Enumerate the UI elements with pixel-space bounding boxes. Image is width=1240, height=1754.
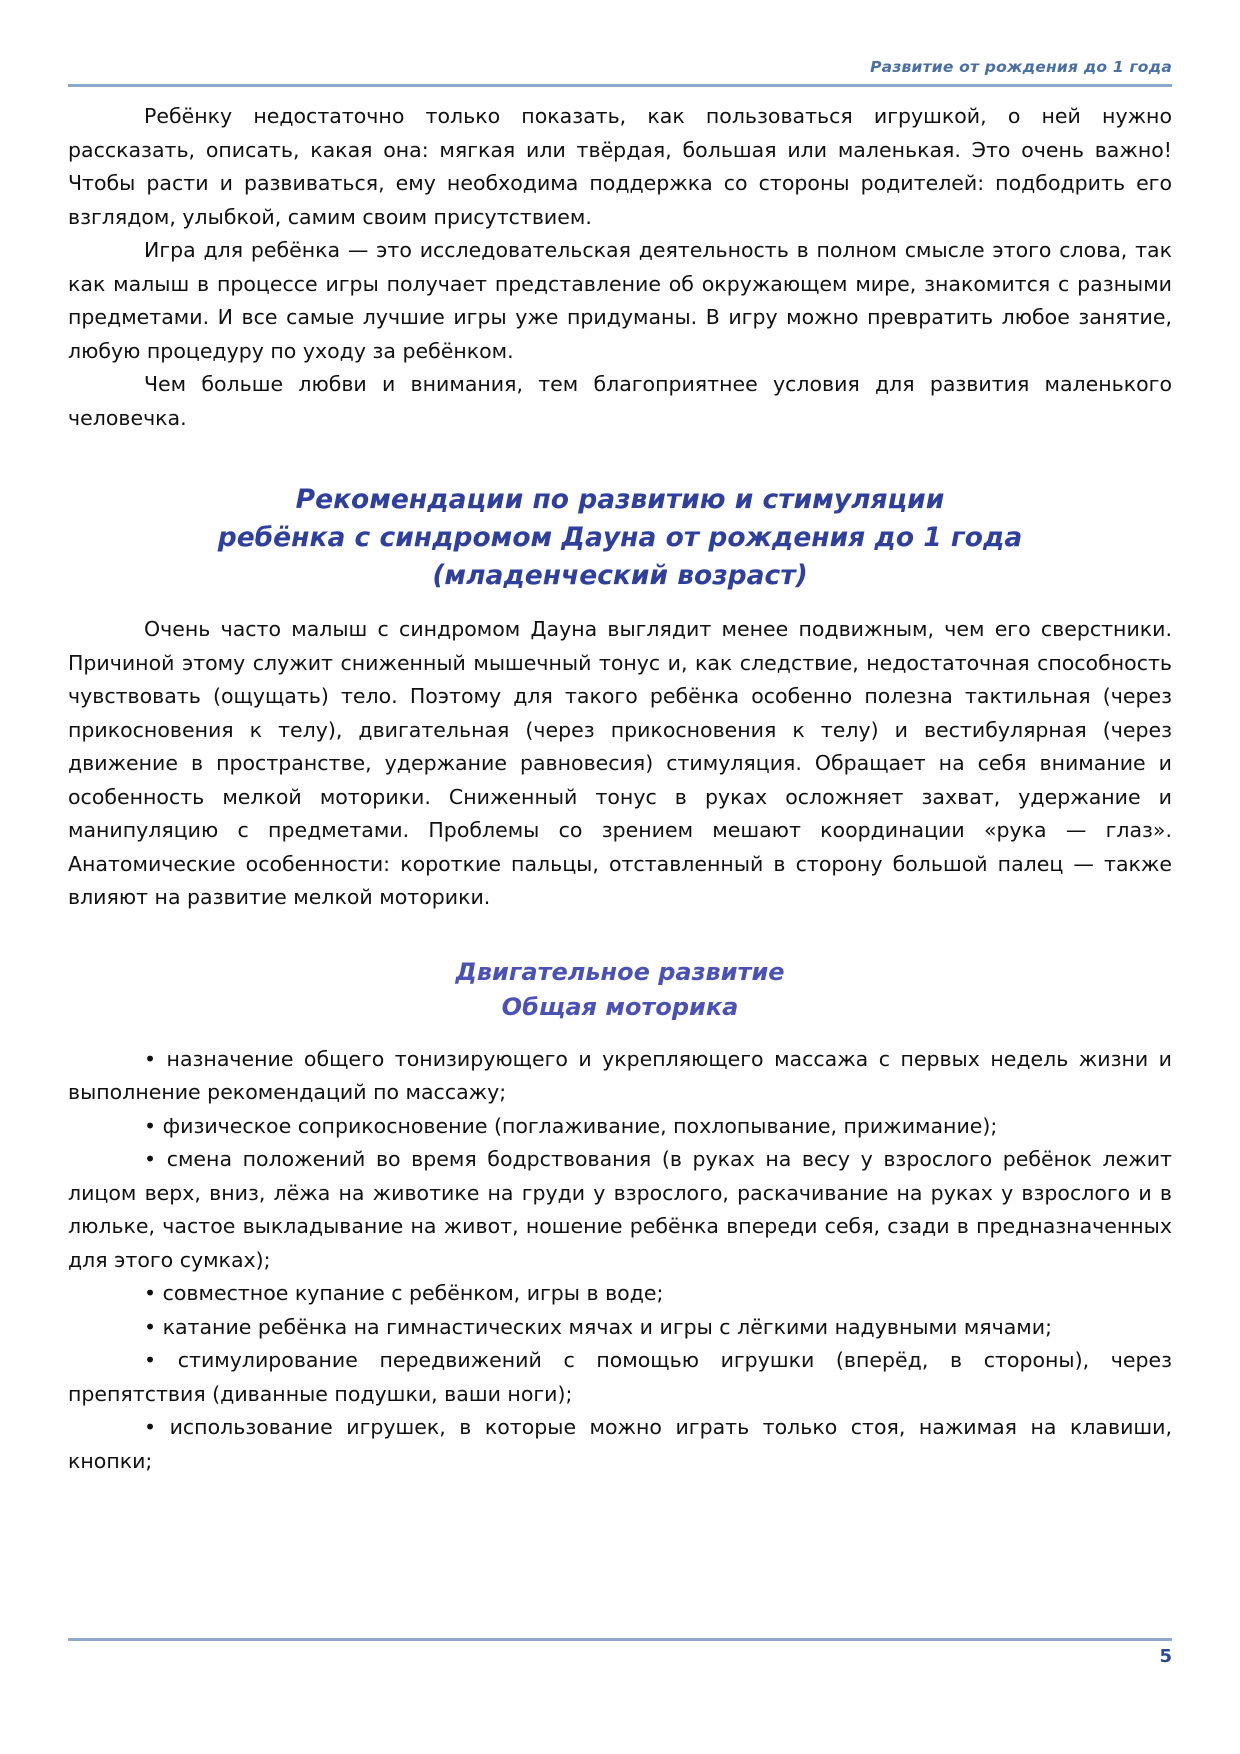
list-item: • смена положений во время бодрствования (в руках на весу у взрослого ребёнок лежит лицом верх, вниз, лёжа на животике на груди у взрослого, раскачивание на руках у взрослого и в люльке, частое выкладывание на живот, ношение ребёнка впереди себя, сзади в предназначенных для этого сумках); [68, 1147, 1172, 1272]
list-item: • совместное купание с ребёнком, игры в воде; [144, 1281, 664, 1305]
page-number: 5 [1159, 1646, 1172, 1667]
spacer [68, 435, 1172, 481]
subsection-title-line-1: Двигательное развитие [455, 957, 785, 986]
footer-divider [68, 1638, 1172, 1641]
list-item: • использование игрушек, в которые можно играть только стоя, нажимая на клавиши, кнопки; [68, 1415, 1172, 1473]
page-content [68, 100, 1172, 1478]
header-divider [68, 84, 1172, 87]
spacer [68, 915, 1172, 955]
section-title [68, 481, 1172, 595]
paragraph-intro-downsyndrome: Очень часто малыш с синдромом Дауна выглядит менее подвижным, чем его сверстники. Причиной этому служит сниженный мышечный тонус и, как следствие, недостаточная способность чувствовать (ощущать) тело. Поэтому для такого ребёнка особенно полезна тактильная (через прикосновения к телу), двигательная (через прикосновения к телу) и вестибулярная (через движение в пространстве, удержание равновесия) стимуляция. Обращает на себя внимание и особенность мелкой моторики. Сниженный тонус в руках осложняет захват, удержание и манипуляцию с предметами. Проблемы со зрением мешают координации «рука — глаз». Анатомические особенности: короткие пальцы, отставленный в сторону большой палец — также влияют на развитие мелкой моторики. [68, 617, 1172, 909]
spacer [68, 1025, 1172, 1043]
page-footer [68, 1638, 1172, 1678]
list-item: • катание ребёнка на гимнастических мячах и игры с лёгкими надувными мячами; [144, 1314, 1053, 1339]
subsection-title [68, 955, 1172, 1025]
paragraph-3: Чем больше любви и внимания, тем благоприятнее условия для развития маленького человечка. [68, 372, 1172, 430]
paragraph-2: Игра для ребёнка — это исследовательская деятельность в полном смысле этого слова, так как малыш в процессе игры получает представление об окружающем мире, знакомится с разными предметами. И все самые лучшие игры уже придуманы. В игру можно превратить любое занятие, любую процедуру по уходу за ребёнком. [68, 238, 1172, 363]
list-item: • физическое соприкосновение (поглаживание, похлопывание, прижимание); [144, 1113, 998, 1138]
section-title-line-2: ребёнка с синдромом Дауна от рождения до 1 года [217, 522, 1023, 553]
running-title: Развитие от рождения до 1 года [870, 58, 1172, 76]
section-title-line-1: Рекомендации по развитию и стимуляции [295, 484, 945, 515]
paragraph-1: Ребёнку недостаточно только показать, как пользоваться игрушкой, о ней нужно рассказать, описать, какая она: мягкая или твёрдая, большая или маленькая. Это очень важно! Чтобы расти и развиваться, ему необходима поддержка со стороны родителей: подбодрить его взглядом, улыбкой, самим своим присутствием. [68, 104, 1172, 229]
page-header [68, 58, 1172, 88]
list-item: • стимулирование передвижений с помощью игрушки (вперёд, в стороны), через препятствия (диванные подушки, ваши ноги); [68, 1348, 1172, 1406]
subsection-title-line-2: Общая моторика [501, 992, 739, 1021]
spacer [68, 595, 1172, 613]
list-item: • назначение общего тонизирующего и укрепляющего массажа с первых недель жизни и выполнение рекомендаций по массажу; [68, 1046, 1172, 1104]
section-title-line-3: (младенческий возраст) [432, 560, 808, 591]
